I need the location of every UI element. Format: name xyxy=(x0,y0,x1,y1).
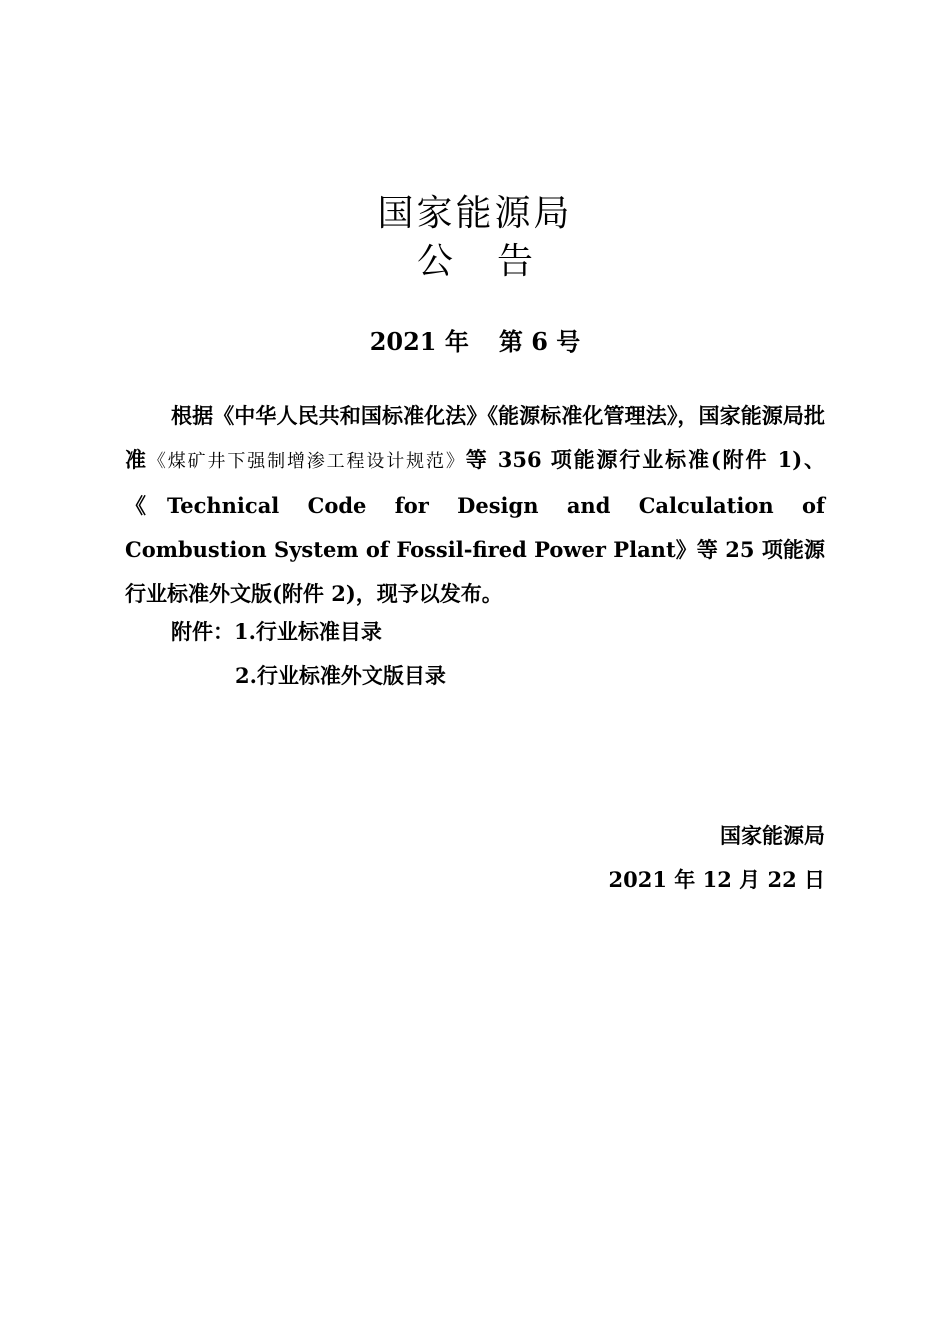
attachment-item-1: 1.行业标准目录 xyxy=(234,619,382,644)
signature-block xyxy=(609,814,825,902)
announcement-body xyxy=(125,394,825,616)
body-text-part-1: 根据《中华人民共和国标准化法》《能源标准化管理法》，国家能源局批准 xyxy=(125,403,825,472)
attachments-label: 附件： xyxy=(171,619,234,644)
attachment-row-1 xyxy=(171,610,446,654)
attachment-item-2: 2.行业标准外文版目录 xyxy=(235,663,446,688)
document-type-heading xyxy=(0,240,950,284)
standard-title: 《煤矿井下强制增渗工程设计规范》 xyxy=(147,451,466,472)
issue-date: 2021 年 12 月 22 日 xyxy=(608,867,825,892)
announcement-number xyxy=(0,324,950,360)
announcement-serial: 第 6 号 xyxy=(498,327,581,356)
announcement-year: 2021 年 xyxy=(369,327,469,356)
attachments-list xyxy=(171,610,446,698)
document-type-char-2: 告 xyxy=(497,241,534,282)
issuer-name: 国家能源局 xyxy=(720,823,825,848)
attachment-row-2 xyxy=(171,654,446,698)
agency-title: 国家能源局 xyxy=(377,193,573,234)
document-type-char-1: 公 xyxy=(416,241,453,282)
body-text-part-2: 等 356 项能源行业标准(附件 1)、《Technical Code for Design and Calculation of Combustion System of Fossil-fired Power Plant》等 25 项能源行业标准外文版(附件 2)，现予以发布。 xyxy=(125,447,826,606)
body-paragraph xyxy=(125,394,825,616)
